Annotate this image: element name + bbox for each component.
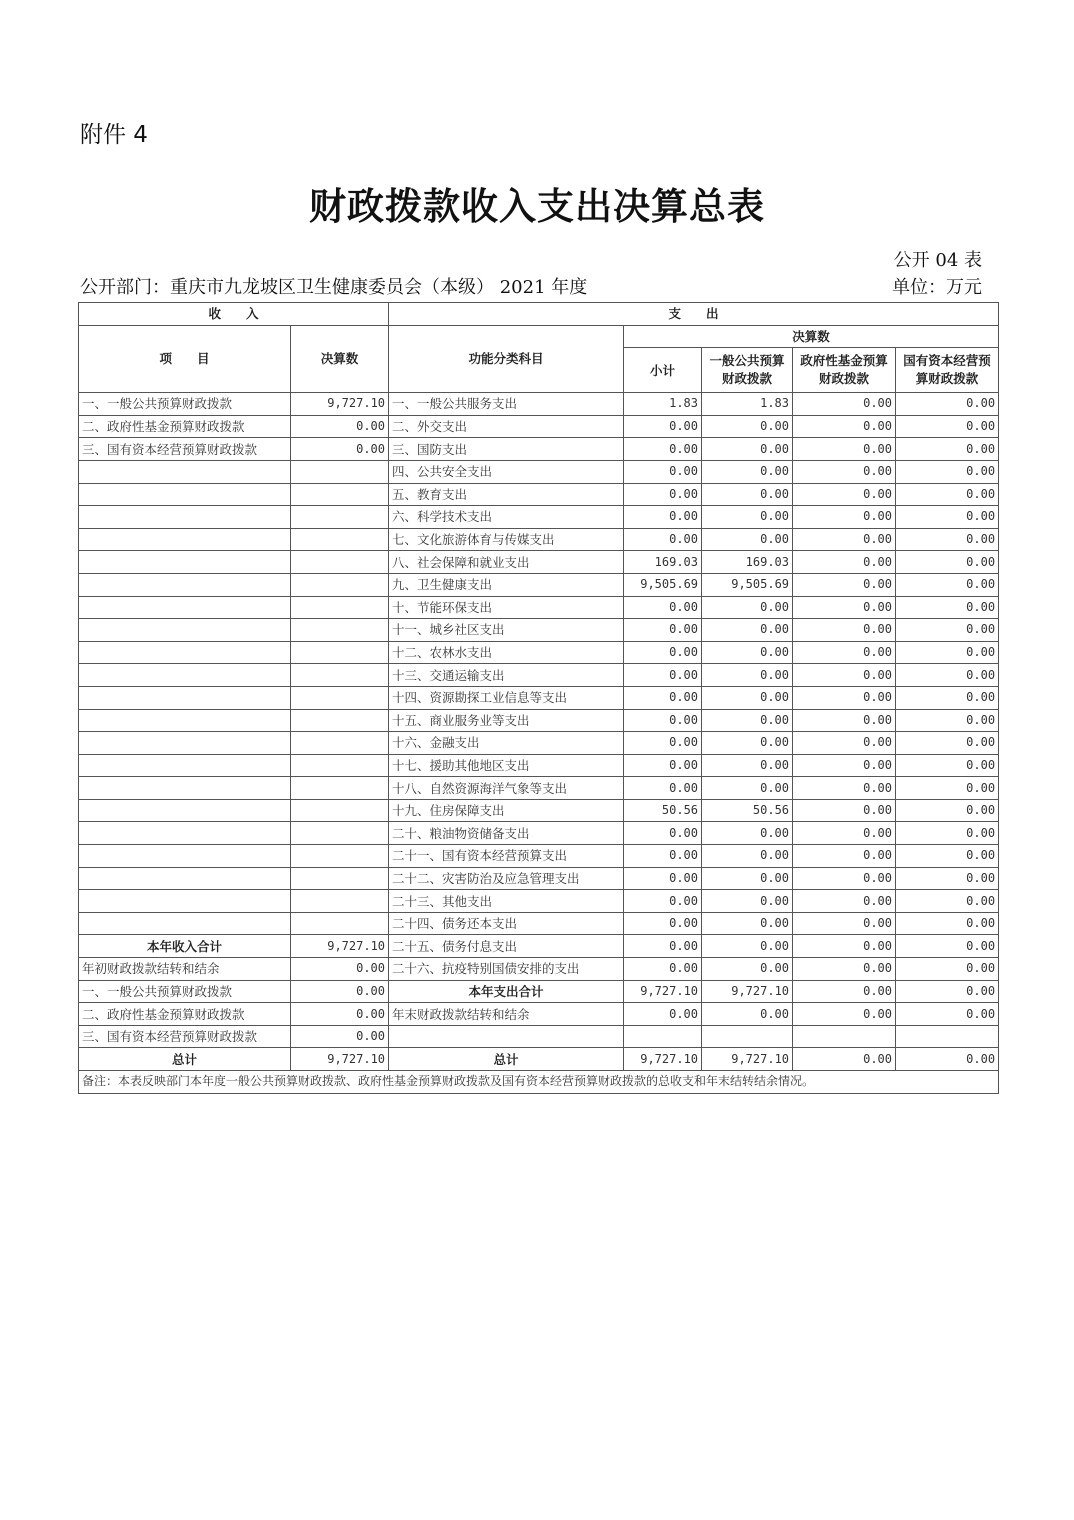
subtotal-cell: 0.00 <box>624 912 702 935</box>
income-item-cell <box>79 867 291 890</box>
income-item-cell <box>79 732 291 755</box>
income-item-cell <box>79 573 291 596</box>
income-item-cell <box>79 528 291 551</box>
income-amount-cell <box>291 460 389 483</box>
income-item-cell: 年初财政拨款结转和结余 <box>79 958 291 981</box>
function-category-cell: 十九、住房保障支出 <box>389 799 624 822</box>
state-capital-cell: 0.00 <box>896 393 999 416</box>
department-line: 公开部门：重庆市九龙坡区卫生健康委员会（本级） 2021 年度 <box>80 277 588 298</box>
fund-budget-cell: 0.00 <box>793 732 896 755</box>
income-amount-cell <box>291 483 389 506</box>
col-general-header: 一般公共预算财政拨款 <box>702 348 793 393</box>
state-capital-cell: 0.00 <box>896 799 999 822</box>
table-row <box>79 709 999 732</box>
income-item-cell: 一、一般公共预算财政拨款 <box>79 393 291 416</box>
fund-budget-cell: 0.00 <box>793 573 896 596</box>
function-category-cell: 十四、资源勘探工业信息等支出 <box>389 686 624 709</box>
table-row <box>79 980 999 1003</box>
table-row <box>79 641 999 664</box>
general-budget-cell: 9,505.69 <box>702 573 793 596</box>
state-capital-cell: 0.00 <box>896 709 999 732</box>
income-item-cell <box>79 460 291 483</box>
state-capital-cell: 0.00 <box>896 890 999 913</box>
state-capital-cell <box>896 1025 999 1048</box>
income-item-cell <box>79 506 291 529</box>
general-budget-cell: 9,727.10 <box>702 980 793 1003</box>
subtotal-cell: 0.00 <box>624 415 702 438</box>
fund-budget-cell: 0.00 <box>793 709 896 732</box>
table-row <box>79 415 999 438</box>
col-fund-header: 政府性基金预算财政拨款 <box>793 348 896 393</box>
fund-budget-cell: 0.00 <box>793 980 896 1003</box>
income-amount-cell: 0.00 <box>291 415 389 438</box>
table-row <box>79 460 999 483</box>
fund-budget-cell: 0.00 <box>793 822 896 845</box>
general-budget-cell: 0.00 <box>702 822 793 845</box>
income-amount-cell <box>291 506 389 529</box>
subtotal-cell: 9,727.10 <box>624 980 702 1003</box>
function-category-cell: 总计 <box>389 1048 624 1071</box>
table-row <box>79 935 999 958</box>
subtotal-cell: 0.00 <box>624 709 702 732</box>
function-category-cell: 十二、农林水支出 <box>389 641 624 664</box>
general-budget-cell: 0.00 <box>702 709 793 732</box>
income-item-cell: 三、国有资本经营预算财政拨款 <box>79 438 291 461</box>
function-category-cell: 一、一般公共服务支出 <box>389 393 624 416</box>
function-category-cell: 二十一、国有资本经营预算支出 <box>389 845 624 868</box>
function-category-cell: 十七、援助其他地区支出 <box>389 754 624 777</box>
finance-table <box>78 302 999 1094</box>
income-amount-cell <box>291 777 389 800</box>
subtotal-cell <box>624 1025 702 1048</box>
fund-budget-cell: 0.00 <box>793 935 896 958</box>
state-capital-cell: 0.00 <box>896 958 999 981</box>
income-header: 收 入 <box>79 303 389 326</box>
general-budget-cell: 0.00 <box>702 867 793 890</box>
state-capital-cell: 0.00 <box>896 664 999 687</box>
state-capital-cell: 0.00 <box>896 506 999 529</box>
table-row <box>79 393 999 416</box>
fund-budget-cell: 0.00 <box>793 393 896 416</box>
header-row-2 <box>79 325 999 348</box>
income-item-cell <box>79 619 291 642</box>
state-capital-cell: 0.00 <box>896 438 999 461</box>
function-category-cell: 本年支出合计 <box>389 980 624 1003</box>
income-amount-cell <box>291 686 389 709</box>
general-budget-cell: 0.00 <box>702 912 793 935</box>
state-capital-cell: 0.00 <box>896 845 999 868</box>
table-row <box>79 912 999 935</box>
state-capital-cell: 0.00 <box>896 912 999 935</box>
income-item-cell <box>79 890 291 913</box>
income-item-cell <box>79 822 291 845</box>
table-row <box>79 1048 999 1071</box>
income-item-cell <box>79 709 291 732</box>
income-amount-cell: 0.00 <box>291 1003 389 1026</box>
fund-budget-cell: 0.00 <box>793 415 896 438</box>
general-budget-cell: 0.00 <box>702 664 793 687</box>
state-capital-cell: 0.00 <box>896 935 999 958</box>
income-item-cell <box>79 596 291 619</box>
general-budget-cell: 0.00 <box>702 958 793 981</box>
subtotal-cell: 0.00 <box>624 845 702 868</box>
function-category-cell: 二十六、抗疫特别国债安排的支出 <box>389 958 624 981</box>
function-category-cell: 年末财政拨款结转和结余 <box>389 1003 624 1026</box>
income-amount-cell <box>291 822 389 845</box>
subtotal-cell: 0.00 <box>624 822 702 845</box>
col-func-header: 功能分类科目 <box>389 325 624 393</box>
table-row <box>79 1003 999 1026</box>
income-amount-cell <box>291 754 389 777</box>
subtotal-cell: 0.00 <box>624 890 702 913</box>
income-item-cell <box>79 483 291 506</box>
income-item-cell: 总计 <box>79 1048 291 1071</box>
state-capital-cell: 0.00 <box>896 415 999 438</box>
income-item-cell <box>79 754 291 777</box>
table-row <box>79 551 999 574</box>
fund-budget-cell: 0.00 <box>793 777 896 800</box>
subtotal-cell: 0.00 <box>624 754 702 777</box>
state-capital-cell: 0.00 <box>896 596 999 619</box>
function-category-cell: 九、卫生健康支出 <box>389 573 624 596</box>
income-item-cell <box>79 686 291 709</box>
income-amount-cell: 9,727.10 <box>291 1048 389 1071</box>
fund-budget-cell: 0.00 <box>793 890 896 913</box>
table-row <box>79 845 999 868</box>
table-row <box>79 664 999 687</box>
table-row <box>79 506 999 529</box>
state-capital-cell: 0.00 <box>896 573 999 596</box>
general-budget-cell: 0.00 <box>702 777 793 800</box>
function-category-cell: 二十四、债务还本支出 <box>389 912 624 935</box>
general-budget-cell: 50.56 <box>702 799 793 822</box>
table-row <box>79 754 999 777</box>
function-category-cell: 二十三、其他支出 <box>389 890 624 913</box>
table-code: 公开 04 表 <box>893 250 982 271</box>
table-row <box>79 573 999 596</box>
fund-budget-cell: 0.00 <box>793 460 896 483</box>
income-item-cell: 一、一般公共预算财政拨款 <box>79 980 291 1003</box>
general-budget-cell: 0.00 <box>702 415 793 438</box>
income-amount-cell: 0.00 <box>291 438 389 461</box>
table-row <box>79 867 999 890</box>
general-budget-cell: 0.00 <box>702 686 793 709</box>
subtotal-cell: 1.83 <box>624 393 702 416</box>
income-amount-cell <box>291 551 389 574</box>
function-category-cell: 二、外交支出 <box>389 415 624 438</box>
table-row <box>79 799 999 822</box>
income-item-cell: 三、国有资本经营预算财政拨款 <box>79 1025 291 1048</box>
income-amount-cell <box>291 799 389 822</box>
fund-budget-cell: 0.00 <box>793 483 896 506</box>
function-category-cell: 三、国防支出 <box>389 438 624 461</box>
fund-budget-cell: 0.00 <box>793 551 896 574</box>
state-capital-cell: 0.00 <box>896 1003 999 1026</box>
subtotal-cell: 0.00 <box>624 935 702 958</box>
income-amount-cell <box>291 619 389 642</box>
state-capital-cell: 0.00 <box>896 641 999 664</box>
general-budget-cell: 1.83 <box>702 393 793 416</box>
col-subtotal-header: 小计 <box>624 348 702 393</box>
general-budget-cell: 0.00 <box>702 845 793 868</box>
fund-budget-cell: 0.00 <box>793 528 896 551</box>
subtotal-cell: 0.00 <box>624 686 702 709</box>
state-capital-cell: 0.00 <box>896 777 999 800</box>
state-capital-cell: 0.00 <box>896 1048 999 1071</box>
income-amount-cell <box>291 528 389 551</box>
function-category-cell: 二十二、灾害防治及应急管理支出 <box>389 867 624 890</box>
state-capital-cell: 0.00 <box>896 619 999 642</box>
income-amount-cell <box>291 732 389 755</box>
state-capital-cell: 0.00 <box>896 754 999 777</box>
income-amount-cell <box>291 912 389 935</box>
state-capital-cell: 0.00 <box>896 483 999 506</box>
income-item-cell <box>79 845 291 868</box>
fund-budget-cell: 0.00 <box>793 619 896 642</box>
function-category-cell: 六、科学技术支出 <box>389 506 624 529</box>
general-budget-cell: 0.00 <box>702 506 793 529</box>
income-amount-cell: 0.00 <box>291 980 389 1003</box>
income-amount-cell <box>291 596 389 619</box>
function-category-cell: 十、节能环保支出 <box>389 596 624 619</box>
fund-budget-cell: 0.00 <box>793 664 896 687</box>
unit-label: 单位：万元 <box>892 277 982 298</box>
general-budget-cell: 0.00 <box>702 1003 793 1026</box>
subtotal-cell: 0.00 <box>624 460 702 483</box>
income-item-cell <box>79 912 291 935</box>
table-row <box>79 619 999 642</box>
attachment-label: 附件 4 <box>80 122 148 148</box>
general-budget-cell <box>702 1025 793 1048</box>
table-note: 备注：本表反映部门本年度一般公共预算财政拨款、政府性基金预算财政拨款及国有资本经营预算财政拨款的总收支和年末结转结余情况。 <box>79 1071 999 1094</box>
income-amount-cell <box>291 664 389 687</box>
table-row <box>79 732 999 755</box>
col-item-header: 项 目 <box>79 325 291 393</box>
subtotal-cell: 0.00 <box>624 958 702 981</box>
expense-header: 支 出 <box>389 303 999 326</box>
subtotal-cell: 0.00 <box>624 483 702 506</box>
income-item-cell <box>79 777 291 800</box>
general-budget-cell: 0.00 <box>702 619 793 642</box>
fund-budget-cell: 0.00 <box>793 845 896 868</box>
fund-budget-cell <box>793 1025 896 1048</box>
general-budget-cell: 169.03 <box>702 551 793 574</box>
subtotal-cell: 169.03 <box>624 551 702 574</box>
function-category-cell <box>389 1025 624 1048</box>
income-item-cell <box>79 664 291 687</box>
fund-budget-cell: 0.00 <box>793 1003 896 1026</box>
general-budget-cell: 0.00 <box>702 460 793 483</box>
fund-budget-cell: 0.00 <box>793 958 896 981</box>
general-budget-cell: 0.00 <box>702 732 793 755</box>
fund-budget-cell: 0.00 <box>793 799 896 822</box>
general-budget-cell: 0.00 <box>702 641 793 664</box>
income-item-cell: 本年收入合计 <box>79 935 291 958</box>
income-amount-cell <box>291 573 389 596</box>
fund-budget-cell: 0.00 <box>793 912 896 935</box>
subtotal-cell: 0.00 <box>624 596 702 619</box>
income-item-cell <box>79 799 291 822</box>
income-amount-cell: 9,727.10 <box>291 393 389 416</box>
general-budget-cell: 0.00 <box>702 596 793 619</box>
subtotal-cell: 0.00 <box>624 732 702 755</box>
state-capital-cell: 0.00 <box>896 732 999 755</box>
fund-budget-cell: 0.00 <box>793 506 896 529</box>
fund-budget-cell: 0.00 <box>793 867 896 890</box>
function-category-cell: 二十五、债务付息支出 <box>389 935 624 958</box>
general-budget-cell: 0.00 <box>702 935 793 958</box>
state-capital-cell: 0.00 <box>896 528 999 551</box>
table-row <box>79 822 999 845</box>
state-capital-cell: 0.00 <box>896 460 999 483</box>
income-amount-cell <box>291 890 389 913</box>
subtotal-cell: 0.00 <box>624 777 702 800</box>
fund-budget-cell: 0.00 <box>793 596 896 619</box>
function-category-cell: 十一、城乡社区支出 <box>389 619 624 642</box>
general-budget-cell: 0.00 <box>702 890 793 913</box>
table-row <box>79 438 999 461</box>
function-category-cell: 二十、粮油物资储备支出 <box>389 822 624 845</box>
subtotal-cell: 0.00 <box>624 438 702 461</box>
general-budget-cell: 0.00 <box>702 483 793 506</box>
income-amount-cell <box>291 709 389 732</box>
income-amount-cell <box>291 641 389 664</box>
subtotal-cell: 0.00 <box>624 528 702 551</box>
fund-budget-cell: 0.00 <box>793 754 896 777</box>
subtotal-cell: 0.00 <box>624 641 702 664</box>
col-final-header: 决算数 <box>624 325 999 348</box>
function-category-cell: 四、公共安全支出 <box>389 460 624 483</box>
fund-budget-cell: 0.00 <box>793 1048 896 1071</box>
fund-budget-cell: 0.00 <box>793 641 896 664</box>
function-category-cell: 十三、交通运输支出 <box>389 664 624 687</box>
income-amount-cell <box>291 845 389 868</box>
table-row <box>79 777 999 800</box>
function-category-cell: 十六、金融支出 <box>389 732 624 755</box>
subtotal-cell: 0.00 <box>624 867 702 890</box>
col-state-header: 国有资本经营预算财政拨款 <box>896 348 999 393</box>
header-row-1 <box>79 303 999 326</box>
function-category-cell: 七、文化旅游体育与传媒支出 <box>389 528 624 551</box>
state-capital-cell: 0.00 <box>896 822 999 845</box>
table-row <box>79 596 999 619</box>
income-amount-cell: 9,727.10 <box>291 935 389 958</box>
table-row <box>79 890 999 913</box>
general-budget-cell: 0.00 <box>702 528 793 551</box>
income-item-cell <box>79 641 291 664</box>
subtotal-cell: 9,727.10 <box>624 1048 702 1071</box>
income-amount-cell <box>291 867 389 890</box>
col-amount-header: 决算数 <box>291 325 389 393</box>
function-category-cell: 五、教育支出 <box>389 483 624 506</box>
income-item-cell <box>79 551 291 574</box>
note-row <box>79 1071 999 1094</box>
subtotal-cell: 50.56 <box>624 799 702 822</box>
state-capital-cell: 0.00 <box>896 980 999 1003</box>
table-row <box>79 1025 999 1048</box>
page-title: 财政拨款收入支出决算总表 <box>309 184 765 228</box>
state-capital-cell: 0.00 <box>896 551 999 574</box>
function-category-cell: 十五、商业服务业等支出 <box>389 709 624 732</box>
general-budget-cell: 0.00 <box>702 754 793 777</box>
subtotal-cell: 0.00 <box>624 619 702 642</box>
fund-budget-cell: 0.00 <box>793 438 896 461</box>
state-capital-cell: 0.00 <box>896 867 999 890</box>
table-row <box>79 686 999 709</box>
subtotal-cell: 9,505.69 <box>624 573 702 596</box>
income-amount-cell: 0.00 <box>291 958 389 981</box>
table-row <box>79 483 999 506</box>
subtotal-cell: 0.00 <box>624 1003 702 1026</box>
function-category-cell: 十八、自然资源海洋气象等支出 <box>389 777 624 800</box>
income-item-cell: 二、政府性基金预算财政拨款 <box>79 415 291 438</box>
general-budget-cell: 9,727.10 <box>702 1048 793 1071</box>
table-row <box>79 528 999 551</box>
table-row <box>79 958 999 981</box>
state-capital-cell: 0.00 <box>896 686 999 709</box>
fund-budget-cell: 0.00 <box>793 686 896 709</box>
subtotal-cell: 0.00 <box>624 506 702 529</box>
function-category-cell: 八、社会保障和就业支出 <box>389 551 624 574</box>
subtotal-cell: 0.00 <box>624 664 702 687</box>
income-item-cell: 二、政府性基金预算财政拨款 <box>79 1003 291 1026</box>
general-budget-cell: 0.00 <box>702 438 793 461</box>
income-amount-cell: 0.00 <box>291 1025 389 1048</box>
